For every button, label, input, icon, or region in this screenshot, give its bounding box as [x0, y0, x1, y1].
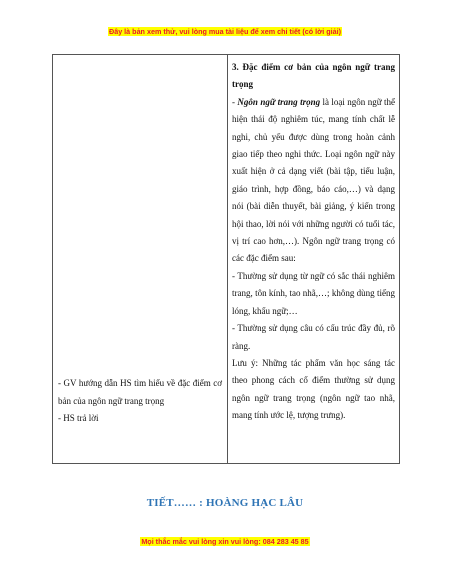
definition-paragraph — [232, 94, 395, 268]
note-paragraph: Lưu ý: Những tác phẩm văn học sáng tác theo phong cách cổ điểm thường sử dụng ngôn ngữ trang trọng (ngôn ngữ tao nhã, mang tính ước lệ, tượng trưng). — [232, 357, 395, 421]
student-response: - HS trả lời — [58, 413, 99, 423]
preview-notice-banner — [0, 27, 450, 36]
definition-lead: - — [232, 96, 238, 107]
contact-text: Mọi thắc mắc vui lòng xin vui lòng: 084 283 45 85 — [141, 537, 309, 546]
definition-term: Ngôn ngữ trang trọng — [237, 96, 321, 107]
feature-vocabulary: - Thường sử dụng từ ngữ có sắc thái nghiêm trang, tôn kính, tao nhã,…; không dùng tiếng lóng, khẩu ngữ;… — [232, 270, 395, 316]
feature-sentence: - Thường sử dụng câu có cấu trúc đầy đủ, rõ ràng. — [232, 323, 395, 351]
definition-body: là loại ngôn ngữ thể hiện thái độ nghiêm túc, mang tính chất lễ nghi, chủ yếu được dùng trong hoàn cảnh giao tiếp theo nghi thức. Loại ngôn ngữ này xuất hiện ở cả dạng viết (bài tập, tiểu luận, giáo trình, hợp đồng, báo cáo,…) và dạng nói (bài diễn thuyết, bài giảng, ý kiến trong hội thao, lời nói với những người có tuổi tác, vị trí cao hơn,…). Ngôn ngữ trang trọng có các đặc điểm sau: — [232, 96, 395, 264]
content-column — [228, 55, 399, 463]
teacher-activity-column — [53, 55, 228, 463]
teacher-instruction: - GV hướng dẫn HS tìm hiểu về đặc điểm cơ bản của ngôn ngữ trang trọng — [58, 378, 222, 406]
content-heading: 3. Đặc điểm cơ bản của ngôn ngữ trang trọng — [232, 62, 395, 90]
teacher-activity-text — [58, 375, 222, 428]
contact-banner — [0, 537, 450, 546]
preview-notice-text: Đây là bản xem thử, vui lòng mua tài liệu để xem chi tiết (có lời giải) — [109, 27, 341, 36]
lesson-table — [52, 54, 400, 464]
section-title: TIẾT…… : HOÀNG HẠC LÂU — [146, 497, 304, 509]
